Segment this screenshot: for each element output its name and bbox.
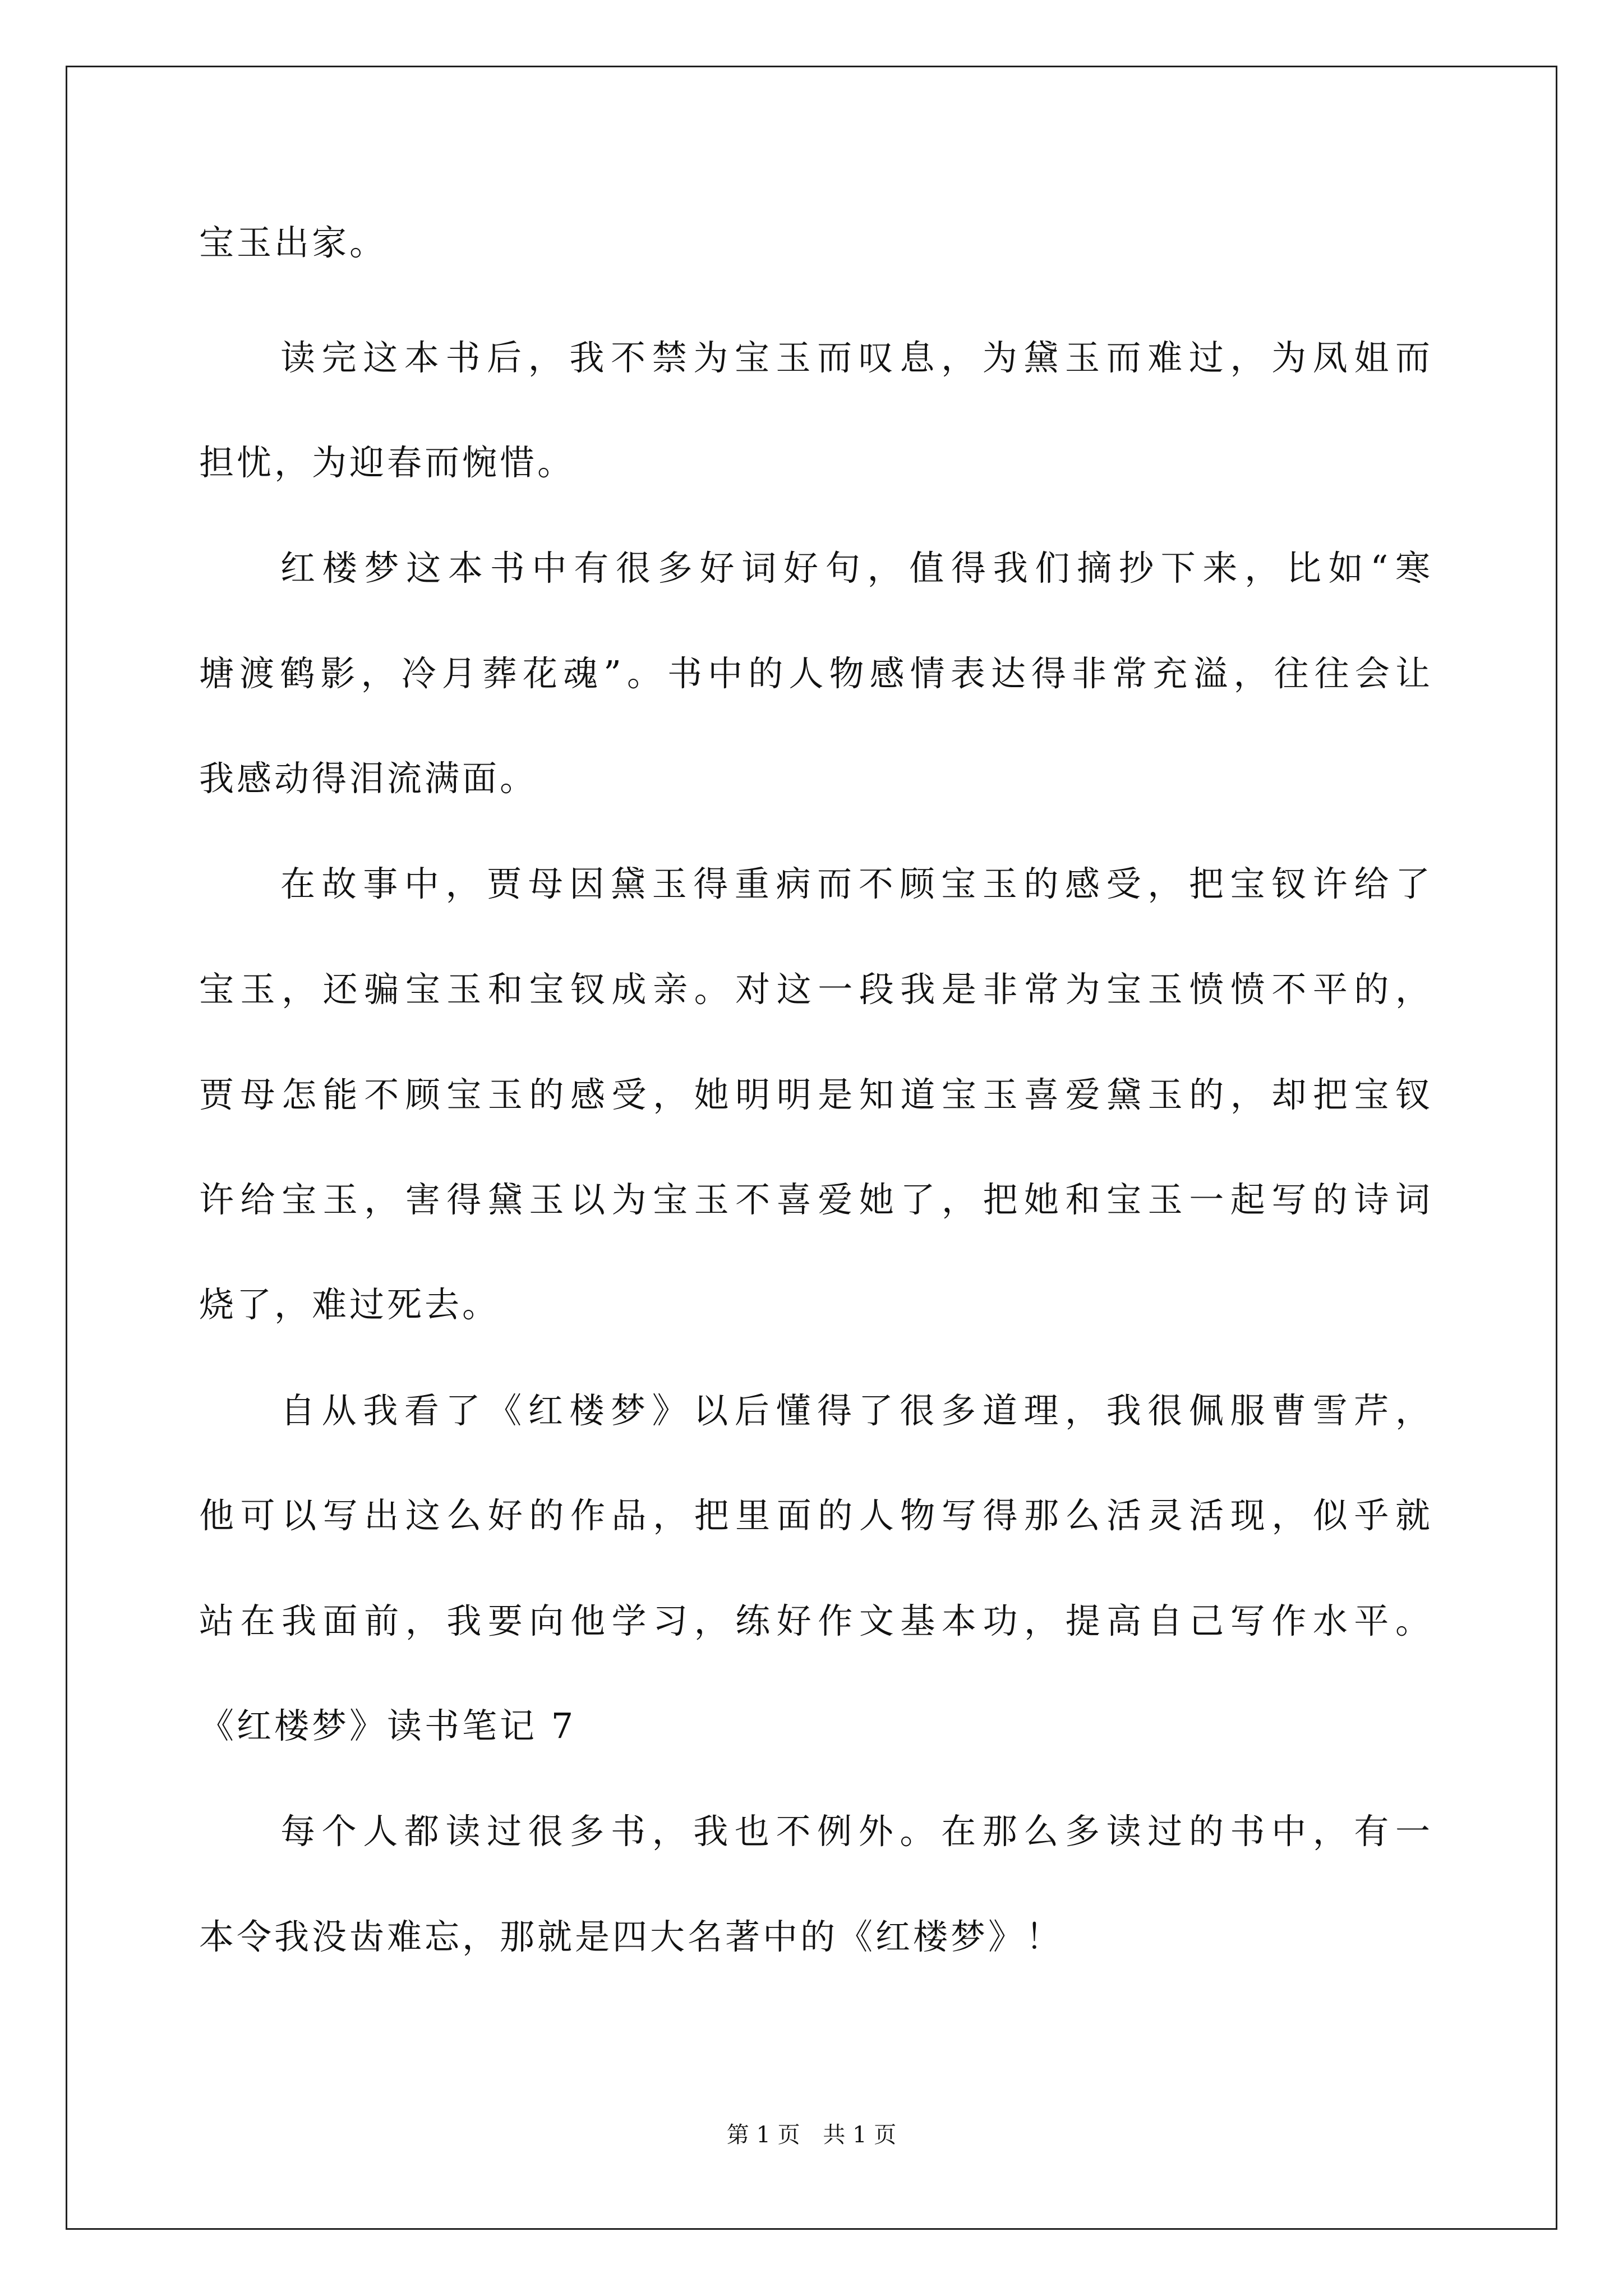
text-line: 每个人都读过很多书，我也不例外。在那么多读过的书中，有一 <box>280 1811 1430 1852</box>
text-line: 担忧，为迎春而惋惜。 <box>199 442 575 483</box>
page-total: 共 1 页 <box>823 2122 897 2148</box>
section-heading: 《红楼梦》读书笔记 7 <box>199 1705 577 1746</box>
page-number: 第 1 页 <box>726 2122 800 2148</box>
text-line: 在故事中，贾母因黛玉得重病而不顾宝玉的感受，把宝钗许给了 <box>280 863 1430 904</box>
text-line: 塘渡鹤影，冷月葬花魂”。书中的人物感情表达得非常充溢，往往会让 <box>199 653 1430 694</box>
text-line: 读完这本书后，我不禁为宝玉而叹息，为黛玉而难过，为凤姐而 <box>280 337 1430 378</box>
page-footer <box>0 2122 1623 2148</box>
text-line: 贾母怎能不顾宝玉的感受，她明明是知道宝玉喜爱黛玉的，却把宝钗 <box>199 1074 1430 1115</box>
text-line: 他可以写出这么好的作品，把里面的人物写得那么活灵活现，似乎就 <box>199 1495 1430 1536</box>
page-border <box>66 66 1557 2230</box>
text-line: 宝玉，还骗宝玉和宝钗成亲。对这一段我是非常为宝玉愤愤不平的， <box>199 969 1430 1010</box>
text-line: 红楼梦这本书中有很多好词好句，值得我们摘抄下来，比如“寒 <box>280 547 1430 588</box>
text-line: 许给宝玉，害得黛玉以为宝玉不喜爱她了，把她和宝玉一起写的诗词 <box>199 1179 1430 1220</box>
text-line: 宝玉出家。 <box>199 222 388 263</box>
text-line: 烧了，难过死去。 <box>199 1284 500 1325</box>
text-line: 站在我面前，我要向他学习，练好作文基本功，提高自己写作水平。 <box>199 1600 1430 1641</box>
text-line: 自从我看了《红楼梦》以后懂得了很多道理，我很佩服曹雪芹， <box>280 1390 1430 1431</box>
text-line: 本令我没齿难忘，那就是四大名著中的《红楼梦》！ <box>199 1916 1064 1957</box>
text-line: 我感动得泪流满面。 <box>199 758 538 799</box>
